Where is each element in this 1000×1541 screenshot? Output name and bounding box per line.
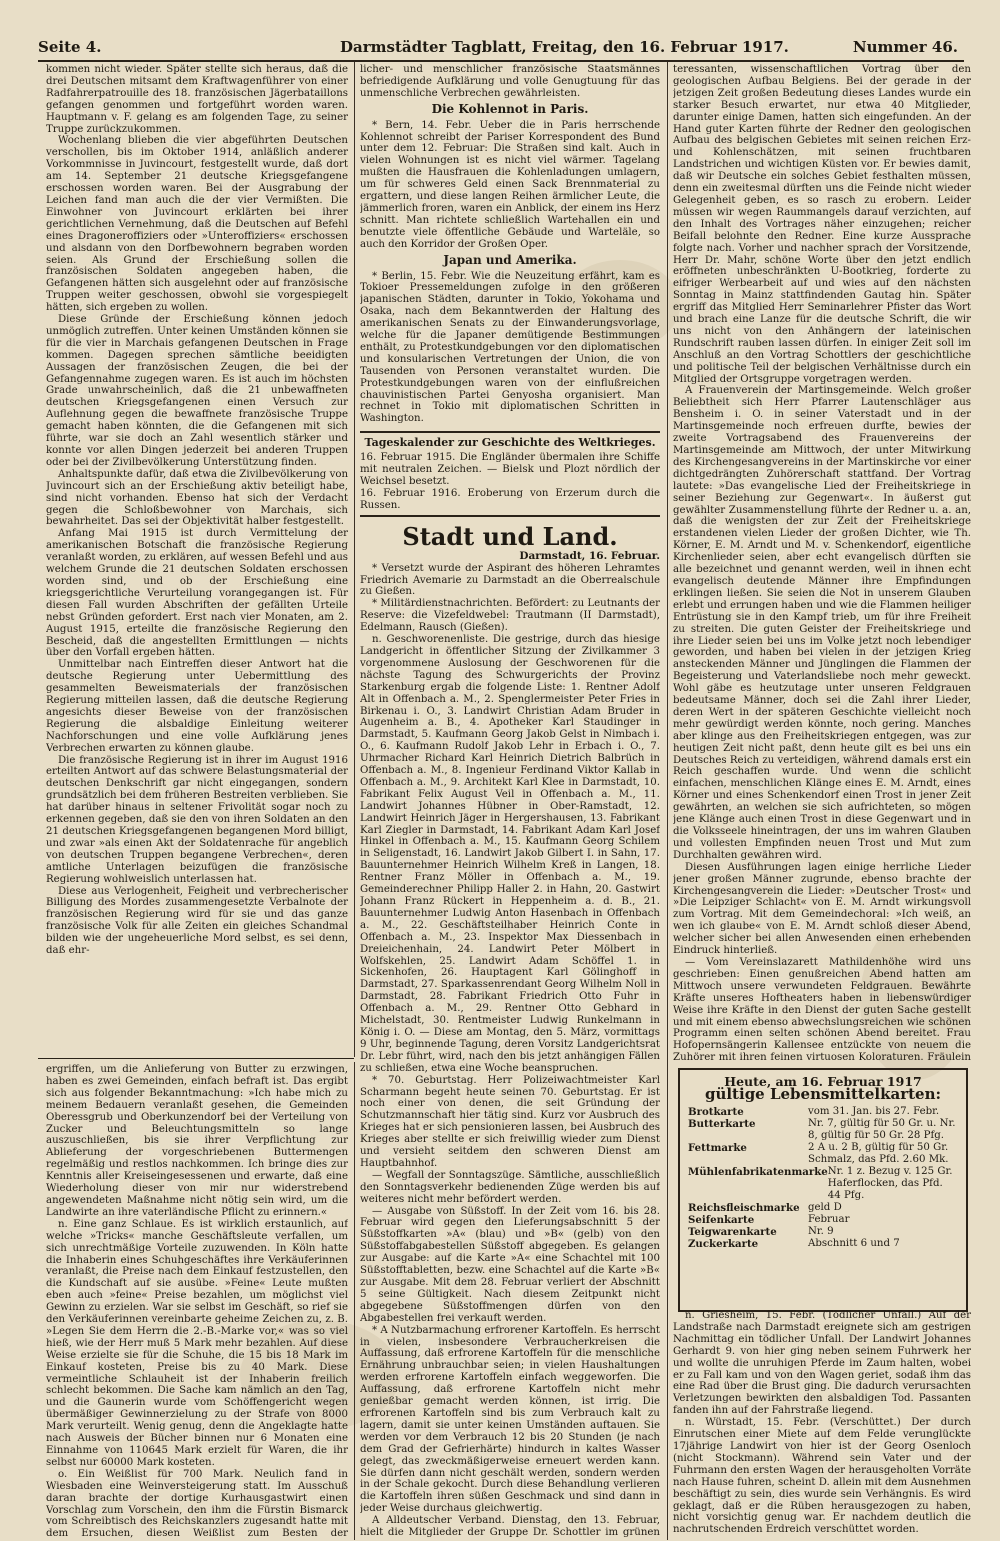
box-date-line: Heute, am 16. Februar 1917 (724, 1074, 922, 1089)
ration-cards-box (678, 1068, 968, 1312)
section-rule (38, 1058, 354, 1059)
ration-label: Mühlenfabrikatenmarke (688, 1166, 828, 1178)
article-column-3-bottom (673, 1310, 971, 1538)
paragraph: Unmittelbar nach Eintreffen dieser Antwort hat die deutsche Regierung unter Uebermittlung des gesammelten Beweismaterials der französischen Regierung mitteilen lassen, daß die deutsche Regierung angesichts dieser Beweise von der französischen Regierung die alsbaldige Einleitung weiterer Nachforschungen und eine volle Aufklärung jenes Verbrechen erwarten zu können glaube. (46, 659, 348, 754)
ration-value: geld D (808, 1202, 842, 1213)
calendar-entry: 16. Februar 1916. Eroberung von Erzerum durch die Russen. (360, 487, 660, 511)
paragraph: licher- und menschlicher französische Staatsmännes befriedigende Aufklärung und volle Genugtuung für das unmenschliche Verbrechen gewährleisten. (360, 64, 660, 99)
issue-number: Nummer 46. (852, 38, 958, 56)
column-divider (354, 62, 355, 1057)
ration-value: Februar (808, 1214, 850, 1225)
paragraph: n. Geschworenenliste. Die gestrige, durch das hiesige Landgericht in öffentlicher Sitzung der Zivilkammer 3 vorgenommene Auslosung der Geschworenen für die nächste Tagung des Schwurgerichts der Provinz Starkenburg ergab die folgende Liste: 1. Rentner Adolf Alt in Offenbach a. M., 2. Spenglermeister Peter Fries in Birkenau i. O., 3. Landwirt Christian Adam Bruder in Augenheim a. B., 4. Apotheker Karl Staudinger in Darmstadt, 5. Kaufmann Georg Jakob Gelst in Nimbach i. O., 6. Kaufmann Rudolf Jakob Lehr in Erbach i. O., 7. Uhrmacher Richard Karl Heinrich Dietrich Balbrüch in Offenbach a. M., 8. Ingenieur Ferdinand Viktor Kallab in Offenbach a. M., 9. Architekt Karl Klee in Darmstadt, 10. Fabrikant Felix August Veil in Offenbach a. M., 11. Landwirt Johannes Hübner in Ober-Ramstadt, 12. Landwirt Heinrich Jäger in Hergershausen, 13. Fabrikant Karl Ziegler in Darmstadt, 14. Fabrikant Adam Karl Josef Hinkel in Offenbach a. M., 15. Kaufmann Georg Schilem in Seligenstadt, 16. Landwirt Jakob Gilbert I. in Sahn, 17. Bauunternehmer Heinrich Wilhelm Kreß in Langen, 18. Rentner Franz Möller in Offenbach a. M., 19. Gemeinderechner Philipp Haller 2. in Hahn, 20. Gastwirt Johann Franz Rückert in Heppenheim a. d. B., 21. Bauunternehmer Ludwig Anton Hasenbach in Offenbach a. M., 22. Geschäftsteilhaber Heinrich Conte in Offenbach a. M., 23. Inspektor Max Diessenbach in Dreieichenhain, 24. Landwirt Peter Mölbert in Wolfskehlen, 25. Landwirt Adam Schöffel 1. in Sickenhofen, 26. Hauptagent Karl Gölinghoff in Darmstadt, 27. Sparkassenrendant Georg Wilhelm Noll in Darmstadt, 28. Fabrikant Friedrich Otto Fuhr in Offenbach a. M., 29. Rentner Otto Gebhard in Michelstadt, 30. Rentmeister Ludwig Runkelmann in König i. O. — Diese am Montag, den 5. März, vormittags 9 Uhr, beginnende Tagung, deren Vorsitz Landgerichtsrat Dr. Lebr führt, wird, nach den bis jetzt anhängigen Fällen zu schließen, etwa eine Woche beanspruchen. (360, 634, 660, 1074)
ration-value: Nr. 9 (808, 1226, 834, 1237)
ration-row (688, 1166, 958, 1202)
article-column-1-bottom (46, 1064, 348, 1538)
box-title: gültige Lebensmittelkarten: (704, 1085, 942, 1103)
ration-value: Abschnitt 6 und 7 (808, 1238, 900, 1249)
paragraph: Diese aus Verlogenheit, Feigheit und verbrecherischer Billigung des Mordes zusammengesetzte Verbalnote der französischen Regierung wird für sie und das ganze französische Volk für alle Zeiten ein gleiches Schandmal bilden wie der ungeheuerliche Mord selbst, es sei denn, daß ehr- (46, 885, 348, 957)
paragraph: Anfang Mai 1915 ist durch Vermittelung der amerikanischen Botschaft die französische Regierung veranlaßt worden, zu erklären, auf wessen Befehl und aus welchem Grunde die 21 deutschen Soldaten erschossen worden sind, und ob der Erschießung eine kriegsgerichtliche Verurteilung vorangegangen ist. Für diesen Fall wurden Abschriften der gefällten Urteile nebst Gründen gefordert. Erst nach vier Monaten, am 2. August 1915, erteilte die französische Regierung den Bescheid, daß die angestellten Ermittlungen — nichts über den Vorfall ergeben hätten. (46, 528, 348, 659)
ration-row (688, 1214, 958, 1226)
article-column-1 (46, 64, 348, 1056)
paragraph: * A Nutzbarmachung erfrorener Kartoffeln. Es herrscht in vielen, insbesondere Verbraucherkreisen die Auffassung, daß erfrorene Kartoffeln für die menschliche Ernährung unbrauchbar seien; in vielen Haushaltungen werden erfrorene Kartoffeln einfach weggeworfen. Die Auffassung, daß erfrorene Kartoffeln nicht mehr genießbar gemacht werden können, ist irrig. Die erfrorenen Kartoffeln sind bis zum Verbrauch kalt zu lagern, damit sie unter keinen Umständen auftauen. Sie werden vor dem Verbrauch 12 bis 20 Stunden (je nach dem Grad der Gefrierhärte) hindurch in kaltes Wasser gelegt, das zweckmäßigerweise erneuert werden kann. Sie dürfen dann nicht geschält werden, sondern werden in der Schale gekocht. Durch diese Behandlung verlieren die Kartoffeln ihren süßen Geschmack und sind dann in jeder Weise durchaus gleichwertig. (360, 1324, 660, 1515)
paragraph: Diesen Ausführungen lagen einige herrliche Lieder jener großen Männer zugrunde, ebenso brachte der Kirchengesangverein die Lieder: »Deutscher Trost« und »Die Leipziger Schlacht« von E. M. Arndt wirkungsvoll zum Vortrag. Mit dem Gemeindechoral: »Ich weiß, an wen ich glaube« von E. M. Arndt schloß dieser Abend, welcher sicher bei allen Anwesenden einen erhebenden Eindruck hinterließ. (673, 861, 971, 957)
paragraph: — Wegfall der Sonntagszüge. Sämtliche, ausschließlich den Sonntagsverkehr bedienenden Züge werden bis auf weiteres nicht mehr befördert werden. (360, 1169, 660, 1205)
paragraph: * 70. Geburtstag. Herr Polizeiwachtmeister Karl Scharmann begeht heute seinen 70. Geburtstag. Er ist noch einer von denen, die seit Gründung der Schutzmannschaft hier tätig sind. Kurz vor Ausbruch des Krieges hat er sich pensionieren lassen, bei Ausbruch des Krieges aber stellte er sich freiwillig wieder zum Dienst und versieht seitdem den schweren Dienst am Hauptbahnhof. (360, 1074, 660, 1169)
paragraph: n. Würstadt, 15. Febr. (Verschüttet.) Der durch Einrutschen einer Miete auf dem Felde verunglückte 17jährige Landwirt von hier ist der Georg Osenloch (nicht Stockmann). Während sein Vater und der Fuhrmann den ersten Wagen der herausgeholten Vorräte nach Hause fuhren, scheint D. allein mit dem Ausnehmen beschäftigt zu sein, dies wurde sein Verhängnis. Es wird geklagt, daß er die Rüben herausgezogen zu haben, nicht vorsichtig genug war. Er nachdem deutlich die nachrutschenden Erdreich verschüttet worden. (673, 1417, 971, 1536)
column-divider (354, 1062, 355, 1540)
paragraph: n. Griesheim, 15. Febr. (Tödlicher Unfall.) Auf der Landstraße nach Darmstadt ereignete sich am gestrigen Nachmittag ein tödlicher Unfall. Der Landwirt Johannes Gerhardt 9. von hier ging neben seinem Fuhrwerk her und wollte die unruhigen Pferde im Zaum halten, wobei er zu Fall kam und von den Wagen geriet, sodaß ihm das eine Rad über die Brust ging. Die dadurch verursachten Verletzungen bewirkten den alsbaldigen Tod. Passanten fanden ihn auf der Fahrstraße liegend. (673, 1310, 971, 1417)
paragraph: kommen nicht wieder. Später stellte sich heraus, daß die drei Deutschen mitsamt dem Kraftwagenführer von einer Radfahrerpatrouille des 18. französischen Jägerbataillons gefangen genommen und fortgeführt worden waren. Hauptmann v. F. gelang es am folgenden Tage, zu seiner Truppe zurückzukommen. (46, 64, 348, 135)
paragraph: Wochenlang blieben die vier abgeführten Deutschen verschollen, bis im Oktober 1914, anläßlich anderer Vorkommnisse in Juvincourt, festgestellt wurde, daß dort am 14. September 21 deutsche Kriegsgefangene erschossen worden waren. Bei der Ausgrabung der Leichen fand man auch die der vier Vermißten. Die Einwohner von Juvincourt erklärten bei ihrer gerichtlichen Vernehmung, daß die Deutschen auf Befehl eines Dragoneroffiziers oder »Unteroffiziers« erschossen und alsdann von den Dorfbewohnern begraben worden seien. Als Grund der Erschießung sollen die französischen Soldaten angegeben haben, die Gefangenen hätten sich ausgelehnt oder auf französische Truppen weiter geschossen, obwohl sie vorgespiegelt hätten, sich ergeben zu wollen. (46, 135, 348, 314)
ration-label: Seifenkarte (688, 1214, 755, 1226)
ration-label: Brotkarte (688, 1106, 744, 1118)
column-divider (667, 62, 668, 1540)
ration-value: 2 A u. 2 B, gültig für 50 Gr. Schmalz, das Pfd. 2.60 Mk. (808, 1142, 949, 1165)
paragraph: A Frauenverein der Martinsgemeinde. Welch großer Beliebtheit sich Herr Pfarrer Lautenschläger aus Bensheim i. O. in seiner Vaterstadt und in der Martinsgemeinde noch erfreuen durfte, bewies der zweite Vortragsabend des Frauenvereins der Martinsgemeinde am Mittwoch, der unter Mitwirkung des Kirchengesangvereins in der Martinskirche vor einer dichtgedrängten Zuhörerschaft stattfand. Der Vortrag lautete: »Das evangelische Lied der Freiheitskriege in seiner Beziehung zur Gegenwart«. In äußerst gut gewählter Zusammenstellung führte der Redner u. a. an, daß die wenigsten der zur Zeit der Freiheitskriege erstandenen vielen Lieder der großen Dichter, wie Th. Körner, E. M. Arndt und M. v. Schenkendorf, eigentliche Kirchenlieder seien, aber echt evangelisch dürften sie alle bezeichnet und genannt werden, weil in ihnen echt evangelisch deutende Männer ihre Empfindungen erklingen ließen. Sie seien die Not in unserem Glauben erlebt und errungen haben und wie die Flammen heiliger Entrüstung sie in den Kampf trieb, um für ihre Freiheit zu streiten. Die guten Geister der Freiheitskriege und ihre Lieder seien bei uns im Volke jetzt noch lebendiger geworden, und haben bei vielen in der jetzigen Krieg ansteckenden Männer und Jünglingen die Flammen der Begeisterung und Vaterlandsliebe noch mehr geweckt. Wohl gäbe es heutzutage unter unseren Feldgrauen bedeutsame Männer, doch sei die Zahl ihrer Lieder, deren Wert in der späteren Geschichte vielleicht noch mehr gewürdigt werden könnte, noch gering. Manches aber klinge aus den Freiheitskriegen entgegen, was zur heutigen Zeit nicht paßt, denn heute gilt es bei uns ein Deutsches Reich zu verteidigen, während damals erst ein Reich geschaffen wurde. Und wenn die schlicht einfachen, menschlichen Klänge eines E. M. Arndt, eines Körner und eines Schenkendorf einen Trost in jener Zeit gewährten, an welchen sie sich aufrichteten, so mögen jene Klänge auch einen Trost in diese Gegenwart und in die Volksseele hineintragen, der uns im wahren Glauben und vollesten Empfinden neuen Trost und Mut zum Durchhalten gewähren wird. (673, 385, 971, 861)
ration-row (688, 1238, 958, 1250)
paragraph: Diese Gründe der Erschießung können jedoch unmöglich zutreffen. Unter keinen Umständen können sie für die vier in Marchais gefangenen Deutschen in Frage kommen. Dagegen sprechen sämtliche beeidigten Aussagen der französischen Zeugen, die bei der Gefangennahme zugegen waren. Es ist auch im höchsten Grade unwahrscheinlich, daß die 21 unbewaffneten deutschen Kriegsgefangenen einen Versuch zur Auflehnung gegen die bewaffnete französische Truppe gemacht haben könnten, die die Gefangenen mit sich führte, war sie doch an Zahl wesentlich stärker und konnte vor allen Dingen jederzeit bei anderen Truppen oder bei der Zivilbevölkerung Unterstützung finden. (46, 314, 348, 468)
section-heading: Japan und Amerika. (443, 252, 577, 267)
war-calendar (360, 431, 660, 516)
ration-row (688, 1142, 958, 1166)
calendar-entry: 16. Februar 1915. Die Engländer übermalen ihre Schiffe mit neutralen Zeichen. — Bielsk und Plozt nördlich der Weichsel besetzt. (360, 452, 660, 487)
ration-label: Butterkarte (688, 1118, 756, 1130)
paragraph: Die französische Regierung ist in ihrer im August 1916 erteilten Antwort auf das schwere Belastungsmaterial der deutschen Denkschrift gar nicht eingegangen, sondern grundsätzlich bei dem früheren Bestreiten verblieben. Sie hat darüber hinaus in seltener Frivolität sogar noch zu erkennen gegeben, daß sie den von ihren Soldaten an den 21 deutschen Kriegsgefangenen begangenen Mord billigt, und zwar »als einen Akt der Soldatenrache für angeblich von deutschen Truppen begangene Verbrechen«, deren amtliche Unterlagen beizufügen die französische Regierung wohlweislich unterlassen hat. (46, 754, 348, 885)
ration-row (688, 1106, 958, 1118)
paragraph: ergriffen, um die Anlieferung von Butter zu erzwingen, haben es zwei Gemeinden, einfach befraft ist. Das ergibt sich aus folgender Bekanntmachung: »Ich habe mich zu meinem Bedauern veranlaßt gesehen, die Gemeinden Oberessgrub und Oberkunzendorf bei der Verteilung von Zucker und Beleuchtungsmitteln so lange auszuschließen, bis sie ihrer Verpflichtung zur Ablieferung der vorgeschriebenen Buttermengen regelmäßig und restlos nachkommen. Ich bringe dies zur Kenntnis aller Kreiseingesessenen und erwarte, daß eine Wiederholung dieser von mir nur widerstrebend angewendeten Maßnahme nicht nötig sein wird, um die Landwirte an ihre vaterländische Pflicht zu erinnern.« (46, 1064, 348, 1218)
paragraph: * Bern, 14. Febr. Ueber die in Paris herrschende Kohlennot schreibt der Pariser Korrespondent des Bund unter dem 12. Februar: Die Straßen sind kalt. Auch in vielen Wohnungen ist es nicht viel wärmer. Tagelang mußten die Hausfrauen die Kohlenladungen umlagern, um für schweres Geld einen Sack Brennmaterial zu ergattern, und diese langen Reihen ärmlicher Leute, die jämmerlich froren, waren ein Anblick, der einem ins Herz schnitt. Man richtete schließlich Wartehallen ein und benutzte viele öffentliche Gebäude und Warteläle, so auch den Korridor der Großen Oper. (360, 119, 660, 250)
ration-value: Nr. 1 z. Bezug v. 125 Gr. Haferflocken, das Pfd. 44 Pfg. (827, 1166, 953, 1201)
paragraph: o. Ein Weißlist für 700 Mark. Neulich fand in Wiesbaden eine Weinversteigerung statt. Im Ausschuß daran brachte der dortige Kurhausgastwirt einen Vorschlag zum Vorschein, den ihm die Fürstin Bismarck vom Schreibtisch des Reichskanzlers zugesandt hatte mit dem Ersuchen, diesen Weißlist zum Besten der (46, 1468, 348, 1538)
paragraph: A Alldeutscher Verband. Dienstag, den 13. Februar, hielt die Mitglieder der Gruppe Dr. Schottler im grünen (360, 1515, 660, 1538)
paragraph: Anhaltspunkte dafür, daß etwa die Zivilbevölkerung von Juvincourt sich an der Erschießung aktiv beteiligt habe, sind nicht vorhanden. Ebenso hat sich der Verdacht gegen die Schloßbewohner von Marchais, sich bewahrheitet. Das sei der Objektivität halber festgestellt. (46, 468, 348, 528)
section-title: Stadt und Land. (402, 521, 618, 551)
header-rule (38, 60, 964, 62)
ration-label: Fettmarke (688, 1142, 747, 1154)
ration-row (688, 1118, 958, 1142)
calendar-heading: Tageskalender zur Geschichte des Weltkrieges. (364, 436, 656, 450)
article-column-3 (673, 64, 971, 1064)
paragraph: n. Eine ganz Schlaue. Es ist wirklich erstaunlich, auf welche »Tricks« manche Geschäftsleute verfallen, um sich unrechtmäßige Vorteile zuzuwenden. In Köln hatte die Inhaberin eines Schuhgeschäftes ihre Verkäuferinnen veranlaßt, die Preise nach dem Einkauf festzustellen, den die Kundschaft auf sie ausübe. »Feine« Leute mußten eben auch »feine« Preise bezahlen, um möglichst viel Gewinn zu erzielen. War sie selbst im Geschäft, so rief sie den Verkäuferinnen vereinbarte geheime Zeichen zu, z. B. »Legen Sie dem Herrn die 2.-B.-Marke vor,« was so viel hieß, wie der Herr muß 5 Mark mehr bezahlen. Auf diese Weise erzielte sie für die Schuhe, die 15 bis 18 Mark im Einkauf kosteten, Preise bis zu 40 Mark. Diese vermeintliche Schlauheit ist der Inhaberin freilich schlecht bekommen. Die Sache kam nämlich an den Tag, und die Gaunerin wurde vom Schöffengericht wegen übermäßiger Gewinnerzielung zu der Strafe von 8000 Mark verurteilt. Wenig genug, denn die Angeklagte hatte nach Ausweis der Bücher binnen nur 6 Monaten eine Einnahme von 110645 Mark erzielt für Waren, die ihr selbst nur 60000 Mark kosteten. (46, 1218, 348, 1468)
paragraph: * Berlin, 15. Febr. Wie die Neuzeitung erfährt, kam es Tokioer Pressemeldungen zufolge in den größeren japanischen Städten, darunter in Tokio, Yokohama und Osaka, nach dem Bekanntwerden der Haltung des amerikanischen Senats zu der Einwanderungsvorlage, welche für die Japaner demütigende Bestimmungen enthält, zu Protestkundgebungen vor den diplomatischen und konsularischen Vertretungen der Union, die von Tausenden von Personen veranstaltet wurden. Die Protestkundgebungen waren von der einflußreichen chauvinistischen Partei Genyosha organisiert. Man rechnet in Tokio mit diplomatischen Schritten in Washington. (360, 270, 660, 425)
ration-label: Reichsfleischmarke (688, 1202, 800, 1214)
masthead: Darmstädter Tagblatt, Freitag, den 16. Februar 1917. (340, 38, 789, 56)
ration-row (688, 1202, 958, 1214)
ration-label: Zuckerkarte (688, 1238, 759, 1250)
article-column-2 (360, 64, 660, 1538)
paragraph: — Vom Vereinslazarett Mathildenhöhe wird uns geschrieben: Einen genußreichen Abend hatten am Mittwoch unsere verwundeten Feldgrauen. Bewährte Kräfte unseres Hoftheaters haben in liebenswürdiger Weise ihre Kräfte in den Dienst der guten Sache gestellt und mit einem ebenso abwechslungsreichen wie schönen Programm einen selten schönen Abend bereitet. Frau Hofopernsängerin Kallensee entzückte von neuem die Zuhörer mit ihren feinen virtuosen Koloraturen. Fräulein (673, 956, 971, 1064)
page-number: Seite 4. (38, 38, 102, 56)
ration-label: Teigwarenkarte (688, 1226, 777, 1238)
paragraph: * Militärdienstnachrichten. Befördert: zu Leutnants der Reserve: die Vizefeldwebel: Trautmann (II Darmstadt), Edelmann, Rausch (Gießen). (360, 598, 660, 634)
dateline: Darmstadt, 16. Februar. (519, 549, 660, 562)
ration-value: Nr. 7, gültig für 50 Gr. u. Nr. 8, gültig für 50 Gr. 28 Pfg. (808, 1118, 956, 1141)
paragraph: * Versetzt wurde der Aspirant des höheren Lehramtes Friedrich Avemarie zu Darmstadt an die Oberrealschule zu Gießen. (360, 562, 660, 598)
ration-value: vom 31. Jan. bis 27. Febr. (808, 1106, 940, 1117)
ration-row (688, 1226, 958, 1238)
paragraph: — Ausgabe von Süßstoff. In der Zeit vom 16. bis 28. Februar wird gegen den Lieferungsabschnitt 5 der Süßstoffkarten »A« (blau) und »B« (gelb) von den Süßstoffabgabestellen Süßstoff abgegeben. Es gelangen zur Ausgabe: auf die Karte »A« eine Schachtel mit 100 Süßstofftabletten, bezw. eine Schachtel auf die Karte »B« zur Ausgabe. Mit dem 28. Februar verliert der Abschnitt 5 seine Gültigkeit. Nach diesem Zeitpunkt nicht abgegebene Süßstoffmengen dürfen von den Abgabestellen frei verkauft werden. (360, 1205, 660, 1324)
paragraph: teressanten, wissenschaftlichen Vortrag über den geologischen Aufbau Belgiens. Bei der gerade in der jetzigen Zeit großen Bedeutung dieses Landes wurde ein starker Besuch erwartet, nur etwa 40 Mitglieder, darunter einige Damen, hatten sich eingefunden. An der Hand guter Karten führte der Redner den geologischen Aufbau des belgischen Gebietes mit seinen reichen Erz- und Kohlenschätzen, mit seinen fruchtbaren Landstrichen und wichtigen Küsten vor. Er bewies damit, daß wir Deutsche ein solches Gebiet festhalten müssen, denn ein zweitesmal dürften uns die Feinde nicht wieder Gelegenheit geben, es so rasch zu erobern. Leider müssen wir wegen Raummangels darauf verzichten, auf den Inhalt des Vortrages näher einzugehen; reicher Beifall belohnte den Redner. Eine kurze Aussprache folgte nach. Vorher und nachher sprach der Vorsitzende, Herr Dr. Mahr, schöne Worte über den jetzt endlich eröffneten unbeschränkten U-Bootkrieg, forderte zu eifriger Werbearbeit auf und wies auf den nächsten Sonntag in Mainz stattfindenden Gautag hin. Später ergriff das Mitglied Herr Seminarlehrer Pfister das Wort und brach eine Lanze für die deutsche Schrift, die wir uns nicht von den Anhängern der lateinischen Rundschrift rauben lassen dürfen. In einiger Zeit soll im Anschluß an den Vortrag Schottlers der geschichtliche und politische Teil der belgischen Verhältnisse durch ein Mitglied der Ortsgruppe vorgetragen werden. (673, 64, 971, 385)
section-heading: Die Kohlennot in Paris. (431, 101, 589, 116)
page-header (30, 36, 970, 60)
